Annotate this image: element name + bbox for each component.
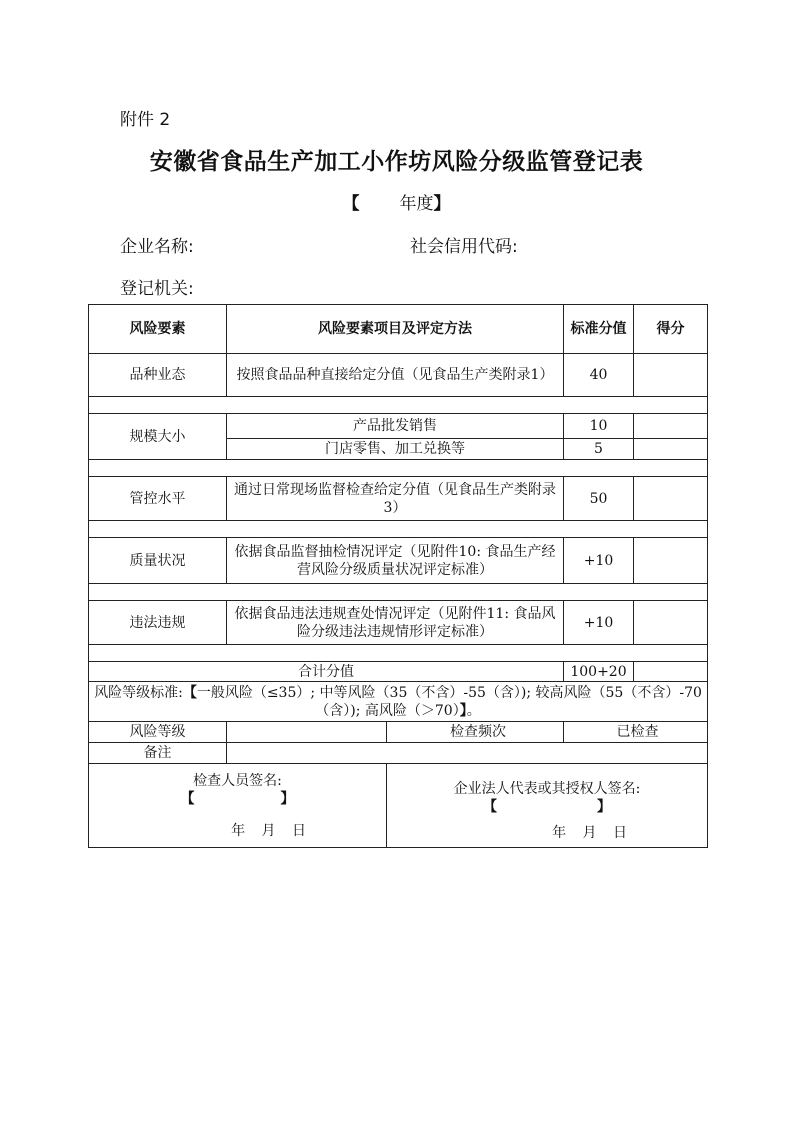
- table-spacer-row: [89, 645, 708, 662]
- legal-rep-signature-bracket: 【 】: [483, 798, 611, 815]
- table-row-violation: [89, 601, 708, 645]
- variety-name: 品种业态: [89, 354, 227, 397]
- table-header-row: [89, 305, 708, 354]
- quality-method: 依据食品监督抽检情况评定（见附件10: 食品生产经营风险分级质量状况评定标准）: [227, 538, 564, 584]
- risk-registration-table: [88, 304, 708, 848]
- grade-standard-label: 风险等级标准:: [94, 684, 183, 701]
- legal-rep-signature-date: 年 月 日: [552, 824, 633, 841]
- total-label: 合计分值: [89, 662, 564, 682]
- table-row-grade: [89, 722, 708, 743]
- remarks-label: 备注: [89, 743, 227, 764]
- quality-standard: +10: [564, 538, 634, 584]
- page-title: 安徽省食品生产加工小作坊风险分级监管登记表: [149, 149, 644, 175]
- year-label: 年度: [399, 194, 434, 214]
- scale-method-2: 门店零售、加工兑换等: [227, 439, 564, 460]
- legal-rep-signature[interactable]: [387, 764, 708, 848]
- year-bracket-close: 】: [433, 194, 451, 214]
- scale-score-1[interactable]: [634, 414, 708, 439]
- control-standard: 50: [564, 477, 634, 521]
- quality-score[interactable]: [634, 538, 708, 584]
- table-spacer-row: [89, 584, 708, 601]
- scale-method-1: 产品批发销售: [227, 414, 564, 439]
- year-line: [0, 189, 793, 214]
- legal-rep-signature-label: 企业法人代表或其授权人签名:: [453, 780, 641, 797]
- header-score: 得分: [634, 305, 708, 354]
- table-row-signatures: [89, 764, 708, 848]
- checked-label: 已检查: [564, 722, 708, 743]
- violation-name: 违法违规: [89, 601, 227, 645]
- violation-method: 依据食品违法违规查处情况评定（见附件11: 食品风险分级违法违规情形评定标准）: [227, 601, 564, 645]
- enterprise-name-label: 企业名称:: [120, 237, 194, 257]
- table-row-variety: [89, 354, 708, 397]
- scale-name: 规模大小: [89, 414, 227, 460]
- remarks-value[interactable]: [227, 743, 708, 764]
- inspector-signature-label: 检查人员签名:: [193, 772, 282, 789]
- inspector-signature-bracket: 【 】: [180, 790, 295, 807]
- table-spacer-row: [89, 521, 708, 538]
- table-spacer-row: [89, 460, 708, 477]
- inspection-frequency: 检查频次: [387, 722, 564, 743]
- table-row-grade-standard: [89, 682, 708, 722]
- violation-score[interactable]: [634, 601, 708, 645]
- year-bracket-open: 【: [342, 194, 360, 214]
- risk-grade-value[interactable]: [227, 722, 387, 743]
- registration-authority-label: 登记机关:: [120, 279, 194, 299]
- variety-score[interactable]: [634, 354, 708, 397]
- header-method: 风险要素项目及评定方法: [227, 305, 564, 354]
- control-name: 管控水平: [89, 477, 227, 521]
- header-risk-element: 风险要素: [89, 305, 227, 354]
- scale-score-2[interactable]: [634, 439, 708, 460]
- header-standard-score: 标准分值: [564, 305, 634, 354]
- table-row-total: [89, 662, 708, 682]
- inspector-signature[interactable]: [89, 764, 387, 848]
- control-score[interactable]: [634, 477, 708, 521]
- risk-grade-label: 风险等级: [89, 722, 227, 743]
- table-row-control: [89, 477, 708, 521]
- variety-method: 按照食品品种直接给定分值（见食品生产类附录1）: [227, 354, 564, 397]
- table-row-scale-1: [89, 414, 708, 439]
- control-method: 通过日常现场监督检查给定分值（见食品生产类附录3）: [227, 477, 564, 521]
- table-row-remarks: [89, 743, 708, 764]
- inspector-signature-date: 年 月 日: [231, 822, 312, 839]
- total-score[interactable]: [634, 662, 708, 682]
- table-row-quality: [89, 538, 708, 584]
- grade-standard: 风险等级标准:【一般风险（≤35）; 中等风险（35（不含）-55（含）); 较高风险（55（不含）-70（含）); 高风险（＞70）】。: [89, 682, 708, 722]
- credit-code-label: 社会信用代码:: [410, 237, 518, 257]
- annex-label: 附件 2: [120, 110, 171, 130]
- table-spacer-row: [89, 397, 708, 414]
- quality-name: 质量状况: [89, 538, 227, 584]
- total-standard: 100+20: [564, 662, 634, 682]
- variety-standard: 40: [564, 354, 634, 397]
- scale-standard-1: 10: [564, 414, 634, 439]
- violation-standard: +10: [564, 601, 634, 645]
- scale-standard-2: 5: [564, 439, 634, 460]
- grade-standard-text: 一般风险（≤35）; 中等风险（35（不含）-55（含）); 较高风险（55（不含）-70（含）); 高风险（＞70）: [196, 684, 702, 719]
